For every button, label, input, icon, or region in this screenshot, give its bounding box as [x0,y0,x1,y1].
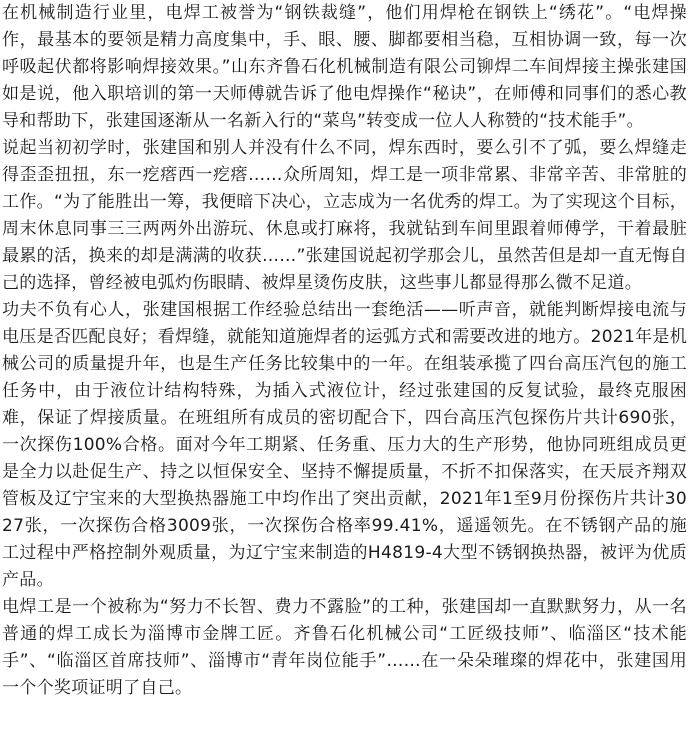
article-paragraph-4: 电焊工是一个被称为“努力不长智、费力不露脸”的工种，张建国却一直默默努力，从一名普通的焊工成长为淄博市金牌工匠。齐鲁石化机械公司“工匠级技师”、临淄区“技术能手”、“临淄区首席技师”、淄博市“青年岗位能手”……在一朵朵璀璨的焊花中，张建国用一个个奖项证明了自己。 [2,597,687,698]
article-paragraph-3: 功夫不负有心人，张建国根据工作经验总结出一套绝活——听声音，就能判断焊接电流与电压是否匹配良好；看焊缝，就能知道施焊者的运弧方式和需要改进的地方。2021年是机械公司的质量提升年，也是生产任务比较集中的一年。在组装承揽了四台高压汽包的施工任务中，由于液位计结构特殊，为插入式液位计，经过张建国的反复试验，最终克服困难，保证了焊接质量。在班组所有成员的密切配合下，四台高压汽包探伤片共计690张，一次探伤100%合格。面对今年工期紧、任务重、压力大的生产形势，他协同班组成员更是全力以赴促生产、持之以恒保安全、坚持不懈提质量，不折不扣保落实，在天辰齐翔双管板及辽宁宝来的大型换热器施工中均作出了突出贡献，2021年1至9月份探伤片共计3027张，一次探伤合格3009张，一次探伤合格率99.41%，遥遥领先。在不锈钢产品的施工过程中严格控制外观质量，为辽宁宝来制造的H4819-4大型不锈钢换热器，被评为优质产品。 [2,300,687,590]
article-paragraph-1: 在机械制造行业里，电焊工被誉为“钢铁裁缝”，他们用焊枪在钢铁上“绣花”。“电焊操作，最基本的要领是精力高度集中，手、眼、腰、脚都要相当稳，互相协调一致，每一次呼吸起伏都将影响焊接效果。”山东齐鲁石化机械制造有限公司铆焊二车间焊接主操张建国如是说，他入职培训的第一天师傅就告诉了他电焊操作“秘诀”，在师傅和同事们的悉心教导和帮助下，张建国逐渐从一名新入行的“菜鸟”转变成一位人人称赞的“技术能手”。 [2,3,687,131]
article-paragraph-2: 说起当初初学时，张建国和别人并没有什么不同，焊东西时，要么引不了弧，要么焊缝走得歪歪扭扭，东一疙瘩西一疙瘩……众所周知，焊工是一项非常累、非常辛苦、非常脏的工作。“为了能胜出一筹，我便暗下决心，立志成为一名优秀的焊工。为了实现这个目标，周末休息同事三三两两外出游玩、休息或打麻将，我就钻到车间里跟着师傅学，干着最脏最累的活，换来的却是满满的收获……”张建国说起初学那会儿，虽然苦但是却一直无悔自己的选择，曾经被电弧灼伤眼睛、被焊星烫伤皮肤，这些事儿都显得那么微不足道。 [2,138,687,293]
